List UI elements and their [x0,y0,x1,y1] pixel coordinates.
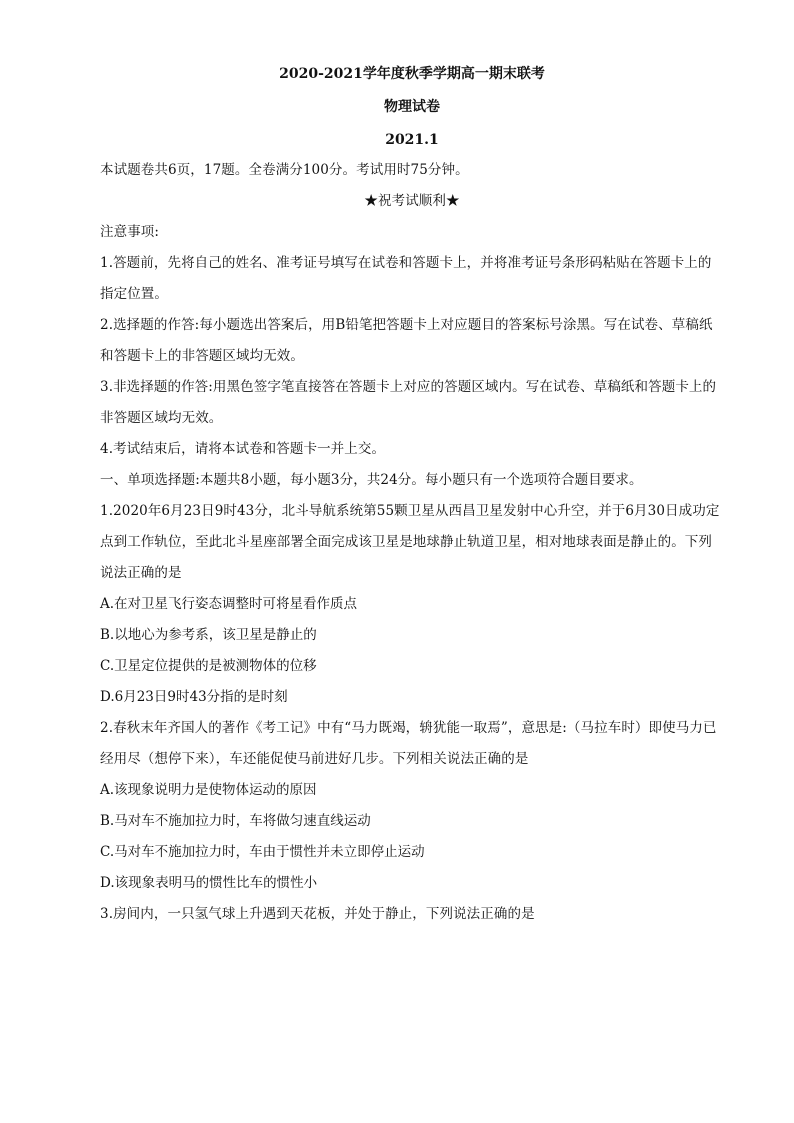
option-b: B.以地心为参考系，该卫星是静止的 [100,627,317,643]
exam-summary: 本试题卷共6页，17题。全卷满分100分。考试用时75分钟。 [100,162,469,178]
blessing: ★祝考试顺利★ [364,193,460,209]
option-d: D.该现象表明马的惯性比车的惯性小 [100,875,318,891]
subject-title: 物理试卷 [384,99,440,115]
option-c: C.马对车不施加拉力时，车由于惯性并未立即停止运动 [100,844,425,860]
option-d: D.6月23日9时43分指的是时刻 [100,689,288,705]
question-2 [100,713,724,899]
question-3 [100,899,724,930]
section-heading: 一、单项选择题:本题共8小题，每小题3分，共24分。每小题只有一个选项符合题目要求。 [100,472,643,488]
option-b: B.马对车不施加拉力时，车将做匀速直线运动 [100,813,371,829]
option-a: A.该现象说明力是使物体运动的原因 [100,782,317,798]
notes-heading: 注意事项: [100,224,160,240]
question-stem: 3.房间内，一只氢气球上升遇到天花板，并处于静止，下列说法正确的是 [100,906,535,922]
exam-date: 2021.1 [385,132,439,148]
question-stem: 1.2020年6月23日9时43分，北斗导航系统第55颗卫星从西昌卫星发射中心升空，并于6月30日成功定点到工作轨位，至此北斗星座部署全面完成该卫星是地球静止轨道卫星，相对地球表面是静止的。下列说法正确的是 [100,503,720,581]
note-item: 4.考试结束后，请将本试卷和答题卡一并上交。 [100,441,386,457]
question-1 [100,496,724,713]
note-item: 2.选择题的作答:每小题选出答案后，用B铅笔把答题卡上对应题目的答案标号涂黑。写在试卷、草稿纸和答题卡上的非答题区域均无效。 [100,317,713,364]
question-stem: 2.春秋末年齐国人的著作《考工记》中有“马力既竭，辀犹能一取焉”，意思是:（马拉车时）即使马力已经用尽（想停下来），车还能促使马前进好几步。下列相关说法正确的是 [100,720,717,767]
exam-title: 2020-2021学年度秋季学期高一期末联考 [279,66,545,82]
option-c: C.卫星定位提供的是被测物体的位移 [100,658,317,674]
option-a: A.在对卫星飞行姿态调整时可将星看作质点 [100,596,358,612]
note-item: 1.答题前，先将自己的姓名、准考证号填写在试卷和答题卡上，并将准考证号条形码粘贴在答题卡上的指定位置。 [100,255,712,302]
note-item: 3.非选择题的作答:用黑色签字笔直接答在答题卡上对应的答题区域内。写在试卷、草稿纸和答题卡上的非答题区域均无效。 [100,379,717,426]
